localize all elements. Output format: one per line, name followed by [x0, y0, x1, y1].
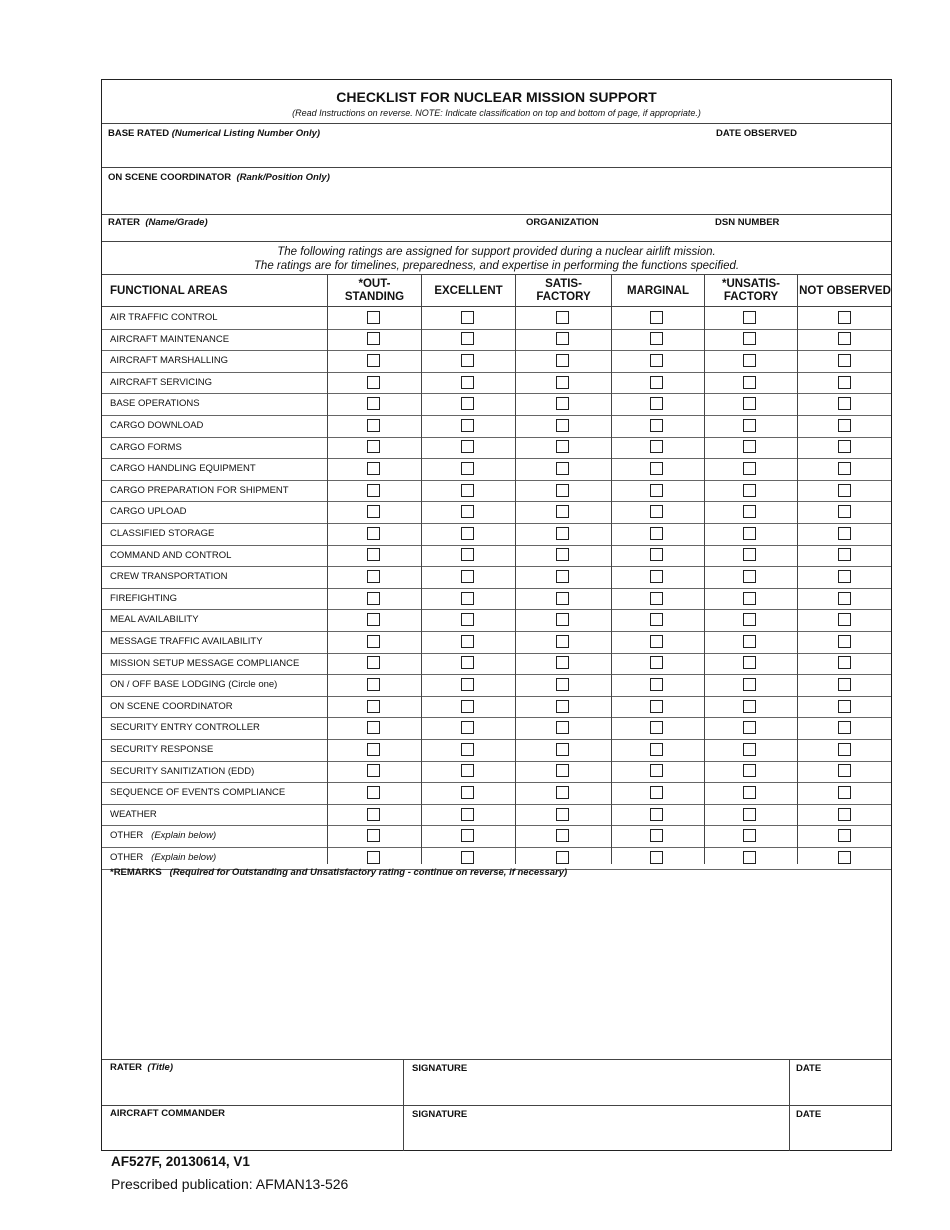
rating-checkbox-not-observed[interactable] — [838, 376, 851, 389]
rating-checkbox-not-observed[interactable] — [838, 851, 851, 864]
signature-label-1: SIGNATURE — [412, 1063, 468, 1074]
col-not-observed: NOT OBSERVED — [799, 284, 891, 297]
rating-checkbox-outstanding[interactable] — [367, 440, 380, 453]
rating-checkbox-not-observed[interactable] — [838, 527, 851, 540]
rating-checkbox-not-observed[interactable] — [838, 354, 851, 367]
functional-area-label: SEQUENCE OF EVENTS COMPLIANCE — [110, 787, 286, 799]
remarks-label: *REMARKS (Required for Outstanding and Unsatisfactory rating - continue on reverse, if necessary) — [110, 867, 568, 878]
functional-area-label: AIR TRAFFIC CONTROL — [110, 312, 218, 323]
rating-checkbox-outstanding[interactable] — [367, 548, 380, 561]
rating-checkbox-marginal[interactable] — [650, 613, 663, 626]
table-row — [102, 631, 891, 653]
base-rated-label: BASE RATED (Numerical Listing Number Only) — [108, 128, 321, 139]
functional-area-label: OTHER (Explain below) — [110, 852, 217, 863]
date-label-1: DATE — [796, 1063, 822, 1074]
col-satisfactory: SATIS- FACTORY — [536, 278, 591, 303]
functional-area-label: AIRCRAFT SERVICING — [110, 376, 213, 388]
commander-signature-field[interactable] — [412, 1121, 782, 1147]
base-rated-field[interactable] — [108, 140, 698, 166]
rating-checkbox-excellent[interactable] — [461, 829, 474, 842]
rating-checkbox-satisfactory[interactable] — [556, 721, 569, 734]
rating-checkbox-marginal[interactable] — [650, 311, 663, 324]
rating-checkbox-excellent[interactable] — [461, 419, 474, 432]
rating-checkbox-marginal[interactable] — [650, 656, 663, 669]
remarks-field[interactable] — [110, 882, 880, 1052]
rating-checkbox-not-observed[interactable] — [838, 505, 851, 518]
form-subtitle: (Read Instructions on reverse. NOTE: Indicate classification on top and bottom of page, if appropriate.) — [292, 108, 701, 118]
rating-checkbox-outstanding[interactable] — [367, 656, 380, 669]
rating-checkbox-satisfactory[interactable] — [556, 548, 569, 561]
rating-checkbox-marginal[interactable] — [650, 332, 663, 345]
rating-checkbox-outstanding[interactable] — [367, 743, 380, 756]
rating-checkbox-unsatisfactory[interactable] — [743, 808, 756, 821]
col-outstanding: *OUT- STANDING — [344, 278, 405, 303]
functional-area-label: MISSION SETUP MESSAGE COMPLIANCE — [110, 657, 300, 669]
rating-checkbox-marginal[interactable] — [650, 829, 663, 842]
rating-checkbox-marginal[interactable] — [650, 700, 663, 713]
rating-checkbox-outstanding[interactable] — [367, 376, 380, 389]
rating-checkbox-excellent[interactable] — [461, 721, 474, 734]
rating-checkbox-satisfactory[interactable] — [556, 419, 569, 432]
rating-checkbox-excellent[interactable] — [461, 613, 474, 626]
functional-area-label: AIRCRAFT MAINTENANCE — [110, 333, 230, 345]
rating-checkbox-excellent[interactable] — [461, 764, 474, 777]
rating-checkbox-outstanding[interactable] — [367, 613, 380, 626]
rating-checkbox-marginal[interactable] — [650, 851, 663, 864]
rating-checkbox-marginal[interactable] — [650, 419, 663, 432]
rating-checkbox-satisfactory[interactable] — [556, 484, 569, 497]
rating-checkbox-unsatisfactory[interactable] — [743, 505, 756, 518]
rating-checkbox-excellent[interactable] — [461, 743, 474, 756]
rating-checkbox-marginal[interactable] — [650, 635, 663, 648]
rating-checkbox-unsatisfactory[interactable] — [743, 484, 756, 497]
ratings-note-line2: The ratings are for timelines, preparedness, and expertise in performing the functions specified. — [253, 260, 740, 272]
rating-checkbox-not-observed[interactable] — [838, 829, 851, 842]
rating-checkbox-excellent[interactable] — [461, 462, 474, 475]
rater-title-label: RATER (Title) — [110, 1062, 173, 1073]
rating-checkbox-excellent[interactable] — [461, 656, 474, 669]
functional-area-label: CARGO FORMS — [110, 441, 182, 453]
table-row — [102, 761, 891, 783]
rating-checkbox-satisfactory[interactable] — [556, 332, 569, 345]
organization-field[interactable] — [526, 228, 706, 240]
table-row — [102, 329, 891, 351]
rating-checkbox-not-observed[interactable] — [838, 311, 851, 324]
rating-checkbox-outstanding[interactable] — [367, 851, 380, 864]
functional-area-label: CREW TRANSPORTATION — [110, 571, 228, 583]
rating-checkbox-marginal[interactable] — [650, 354, 663, 367]
table-row — [102, 566, 891, 588]
rating-checkbox-unsatisfactory[interactable] — [743, 678, 756, 691]
functional-area-label: AIRCRAFT MARSHALLING — [110, 355, 229, 367]
rating-checkbox-satisfactory[interactable] — [556, 505, 569, 518]
rating-checkbox-not-observed[interactable] — [838, 700, 851, 713]
rating-checkbox-excellent[interactable] — [461, 505, 474, 518]
functional-area-label: OTHER (Explain below) — [110, 830, 217, 842]
rating-checkbox-marginal[interactable] — [650, 678, 663, 691]
rating-checkbox-satisfactory[interactable] — [556, 311, 569, 324]
table-row — [102, 588, 891, 610]
rating-checkbox-outstanding[interactable] — [367, 354, 380, 367]
rating-checkbox-outstanding[interactable] — [367, 808, 380, 821]
aircraft-commander-label: AIRCRAFT COMMANDER — [110, 1108, 226, 1119]
rating-checkbox-marginal[interactable] — [650, 397, 663, 410]
rating-checkbox-outstanding[interactable] — [367, 635, 380, 648]
rating-checkbox-excellent[interactable] — [461, 354, 474, 367]
rating-checkbox-outstanding[interactable] — [367, 484, 380, 497]
col-functional-areas: FUNCTIONAL AREAS — [110, 284, 228, 297]
table-row — [102, 717, 891, 739]
rater-date-field[interactable] — [796, 1075, 886, 1103]
rating-checkbox-unsatisfactory[interactable] — [743, 311, 756, 324]
rating-checkbox-satisfactory[interactable] — [556, 592, 569, 605]
rater-title-field[interactable] — [110, 1075, 395, 1103]
rating-checkbox-unsatisfactory[interactable] — [743, 764, 756, 777]
rating-checkbox-not-observed[interactable] — [838, 397, 851, 410]
rating-checkbox-not-observed[interactable] — [838, 613, 851, 626]
signature-label-2: SIGNATURE — [412, 1109, 468, 1120]
rating-checkbox-unsatisfactory[interactable] — [743, 592, 756, 605]
rating-checkbox-marginal[interactable] — [650, 462, 663, 475]
rating-checkbox-satisfactory[interactable] — [556, 829, 569, 842]
date-label-2: DATE — [796, 1109, 822, 1120]
aircraft-commander-field[interactable] — [110, 1121, 395, 1147]
rating-checkbox-marginal[interactable] — [650, 505, 663, 518]
rating-checkbox-unsatisfactory[interactable] — [743, 721, 756, 734]
functional-area-label: MEAL AVAILABILITY — [110, 614, 199, 626]
table-row — [102, 545, 891, 567]
table-row — [102, 393, 891, 415]
table-row — [102, 674, 891, 696]
functional-area-label: CARGO DOWNLOAD — [110, 420, 204, 431]
rating-checkbox-outstanding[interactable] — [367, 700, 380, 713]
rating-checkbox-excellent[interactable] — [461, 548, 474, 561]
rating-checkbox-outstanding[interactable] — [367, 678, 380, 691]
table-row — [102, 437, 891, 459]
rating-checkbox-excellent[interactable] — [461, 635, 474, 648]
rater-label: RATER (Name/Grade) — [108, 217, 208, 228]
rating-checkbox-outstanding[interactable] — [367, 505, 380, 518]
functional-area-label: SECURITY ENTRY CONTROLLER — [110, 722, 260, 734]
rating-checkbox-outstanding[interactable] — [367, 332, 380, 345]
ratings-note-line1: The following ratings are assigned for support provided during a nuclear airlift mission. — [277, 246, 716, 258]
rating-checkbox-marginal[interactable] — [650, 527, 663, 540]
osc-label: ON SCENE COORDINATOR (Rank/Position Only) — [108, 172, 330, 183]
rating-checkbox-unsatisfactory[interactable] — [743, 656, 756, 669]
rating-checkbox-excellent[interactable] — [461, 808, 474, 821]
rating-checkbox-not-observed[interactable] — [838, 786, 851, 799]
rating-checkbox-excellent[interactable] — [461, 570, 474, 583]
rating-checkbox-unsatisfactory[interactable] — [743, 419, 756, 432]
rating-checkbox-unsatisfactory[interactable] — [743, 700, 756, 713]
rating-checkbox-satisfactory[interactable] — [556, 851, 569, 864]
rating-checkbox-outstanding[interactable] — [367, 527, 380, 540]
rating-checkbox-not-observed[interactable] — [838, 484, 851, 497]
functional-area-label: SECURITY RESPONSE — [110, 744, 214, 755]
functional-area-label: CARGO UPLOAD — [110, 506, 187, 518]
table-row — [102, 501, 891, 523]
rating-checkbox-unsatisfactory[interactable] — [743, 851, 756, 864]
rating-checkbox-marginal[interactable] — [650, 743, 663, 756]
rating-checkbox-not-observed[interactable] — [838, 570, 851, 583]
rating-checkbox-excellent[interactable] — [461, 592, 474, 605]
functional-area-label: CARGO PREPARATION FOR SHIPMENT — [110, 484, 289, 496]
col-unsatisfactory: *UNSATIS- FACTORY — [722, 278, 780, 303]
rating-checkbox-unsatisfactory[interactable] — [743, 743, 756, 756]
rating-checkbox-excellent[interactable] — [461, 851, 474, 864]
rating-checkbox-not-observed[interactable] — [838, 635, 851, 648]
checklist-form — [101, 79, 892, 1151]
table-row — [102, 847, 891, 869]
rating-checkbox-not-observed[interactable] — [838, 440, 851, 453]
form-id: AF527F, 20130614, V1 — [111, 1154, 250, 1169]
rating-checkbox-not-observed[interactable] — [838, 764, 851, 777]
rating-checkbox-not-observed[interactable] — [838, 721, 851, 734]
rating-checkbox-excellent[interactable] — [461, 484, 474, 497]
rating-checkbox-outstanding[interactable] — [367, 786, 380, 799]
functional-area-label: ON / OFF BASE LODGING (Circle one) — [110, 679, 278, 691]
rating-checkbox-unsatisfactory[interactable] — [743, 635, 756, 648]
rating-checkbox-not-observed[interactable] — [838, 548, 851, 561]
rating-checkbox-outstanding[interactable] — [367, 570, 380, 583]
rating-checkbox-excellent[interactable] — [461, 700, 474, 713]
rating-checkbox-marginal[interactable] — [650, 808, 663, 821]
rating-checkbox-satisfactory[interactable] — [556, 656, 569, 669]
dsn-number-field[interactable] — [715, 228, 885, 240]
form-title: CHECKLIST FOR NUCLEAR MISSION SUPPORT — [336, 89, 657, 105]
rating-checkbox-satisfactory[interactable] — [556, 635, 569, 648]
rating-checkbox-satisfactory[interactable] — [556, 764, 569, 777]
table-row — [102, 696, 891, 718]
rating-checkbox-unsatisfactory[interactable] — [743, 786, 756, 799]
rating-checkbox-outstanding[interactable] — [367, 829, 380, 842]
rating-checkbox-marginal[interactable] — [650, 548, 663, 561]
rating-checkbox-excellent[interactable] — [461, 786, 474, 799]
rating-checkbox-unsatisfactory[interactable] — [743, 462, 756, 475]
functional-area-label: BASE OPERATIONS — [110, 398, 200, 410]
rating-checkbox-satisfactory[interactable] — [556, 613, 569, 626]
rating-checkbox-excellent[interactable] — [461, 527, 474, 540]
rating-checkbox-satisfactory[interactable] — [556, 440, 569, 453]
rating-checkbox-excellent[interactable] — [461, 678, 474, 691]
rating-checkbox-marginal[interactable] — [650, 721, 663, 734]
rating-checkbox-outstanding[interactable] — [367, 764, 380, 777]
table-row — [102, 609, 891, 631]
rating-checkbox-unsatisfactory[interactable] — [743, 376, 756, 389]
table-row — [102, 739, 891, 761]
rating-checkbox-satisfactory[interactable] — [556, 397, 569, 410]
functional-area-label: CLASSIFIED STORAGE — [110, 528, 215, 539]
rating-checkbox-excellent[interactable] — [461, 376, 474, 389]
rating-checkbox-marginal[interactable] — [650, 786, 663, 799]
rating-checkbox-unsatisfactory[interactable] — [743, 527, 756, 540]
rating-checkbox-excellent[interactable] — [461, 397, 474, 410]
rating-checkbox-satisfactory[interactable] — [556, 743, 569, 756]
table-row — [102, 480, 891, 502]
table-row — [102, 523, 891, 545]
rating-checkbox-marginal[interactable] — [650, 570, 663, 583]
rating-checkbox-satisfactory[interactable] — [556, 700, 569, 713]
functional-area-label: MESSAGE TRAFFIC AVAILABILITY — [110, 636, 263, 647]
col-excellent: EXCELLENT — [434, 284, 503, 297]
rating-checkbox-not-observed[interactable] — [838, 656, 851, 669]
table-row — [102, 782, 891, 804]
rating-checkbox-unsatisfactory[interactable] — [743, 613, 756, 626]
functional-area-label: CARGO HANDLING EQUIPMENT — [110, 463, 256, 475]
commander-date-field[interactable] — [796, 1121, 886, 1147]
rating-checkbox-marginal[interactable] — [650, 440, 663, 453]
rating-checkbox-unsatisfactory[interactable] — [743, 548, 756, 561]
rating-checkbox-unsatisfactory[interactable] — [743, 829, 756, 842]
functional-area-label: SECURITY SANITIZATION (EDD) — [110, 765, 255, 777]
rating-checkbox-satisfactory[interactable] — [556, 462, 569, 475]
col-marginal: MARGINAL — [627, 284, 689, 297]
rating-checkbox-outstanding[interactable] — [367, 721, 380, 734]
rating-checkbox-not-observed[interactable] — [838, 743, 851, 756]
rating-checkbox-not-observed[interactable] — [838, 592, 851, 605]
table-row — [102, 458, 891, 480]
rating-checkbox-marginal[interactable] — [650, 592, 663, 605]
date-observed-field[interactable] — [716, 140, 886, 166]
rating-checkbox-not-observed[interactable] — [838, 419, 851, 432]
rating-checkbox-satisfactory[interactable] — [556, 786, 569, 799]
table-row — [102, 804, 891, 826]
table-row — [102, 825, 891, 847]
rating-checkbox-excellent[interactable] — [461, 311, 474, 324]
rating-checkbox-outstanding[interactable] — [367, 397, 380, 410]
prescribed-publication: Prescribed publication: AFMAN13-526 — [111, 1176, 349, 1192]
rating-checkbox-marginal[interactable] — [650, 764, 663, 777]
rating-checkbox-satisfactory[interactable] — [556, 527, 569, 540]
functional-area-label: WEATHER — [110, 808, 157, 820]
organization-label: ORGANIZATION — [526, 217, 599, 228]
rating-checkbox-unsatisfactory[interactable] — [743, 354, 756, 367]
rating-checkbox-unsatisfactory[interactable] — [743, 570, 756, 583]
rating-checkbox-excellent[interactable] — [461, 440, 474, 453]
rating-checkbox-outstanding[interactable] — [367, 462, 380, 475]
table-row — [102, 415, 891, 437]
rating-checkbox-not-observed[interactable] — [838, 678, 851, 691]
rating-checkbox-outstanding[interactable] — [367, 419, 380, 432]
table-row — [102, 350, 891, 372]
rating-checkbox-marginal[interactable] — [650, 484, 663, 497]
rating-checkbox-unsatisfactory[interactable] — [743, 440, 756, 453]
table-row — [102, 307, 891, 329]
table-row — [102, 653, 891, 675]
table-row — [102, 372, 891, 394]
rating-checkbox-satisfactory[interactable] — [556, 376, 569, 389]
rating-checkbox-outstanding[interactable] — [367, 311, 380, 324]
rating-checkbox-satisfactory[interactable] — [556, 808, 569, 821]
rating-checkbox-excellent[interactable] — [461, 332, 474, 345]
rating-checkbox-not-observed[interactable] — [838, 332, 851, 345]
rating-checkbox-not-observed[interactable] — [838, 462, 851, 475]
functional-area-label: ON SCENE COORDINATOR — [110, 700, 233, 712]
rater-signature-field[interactable] — [412, 1075, 782, 1103]
rating-checkbox-marginal[interactable] — [650, 376, 663, 389]
functional-area-label: COMMAND AND CONTROL — [110, 549, 232, 561]
osc-field[interactable] — [108, 184, 878, 212]
rating-checkbox-satisfactory[interactable] — [556, 570, 569, 583]
rating-checkbox-outstanding[interactable] — [367, 592, 380, 605]
rating-checkbox-unsatisfactory[interactable] — [743, 332, 756, 345]
rating-checkbox-satisfactory[interactable] — [556, 678, 569, 691]
rating-checkbox-satisfactory[interactable] — [556, 354, 569, 367]
date-observed-label: DATE OBSERVED — [716, 128, 797, 139]
functional-area-label: FIREFIGHTING — [110, 592, 178, 604]
rating-checkbox-unsatisfactory[interactable] — [743, 397, 756, 410]
rater-field[interactable] — [108, 228, 508, 240]
dsn-number-label: DSN NUMBER — [715, 217, 780, 228]
rating-checkbox-not-observed[interactable] — [838, 808, 851, 821]
